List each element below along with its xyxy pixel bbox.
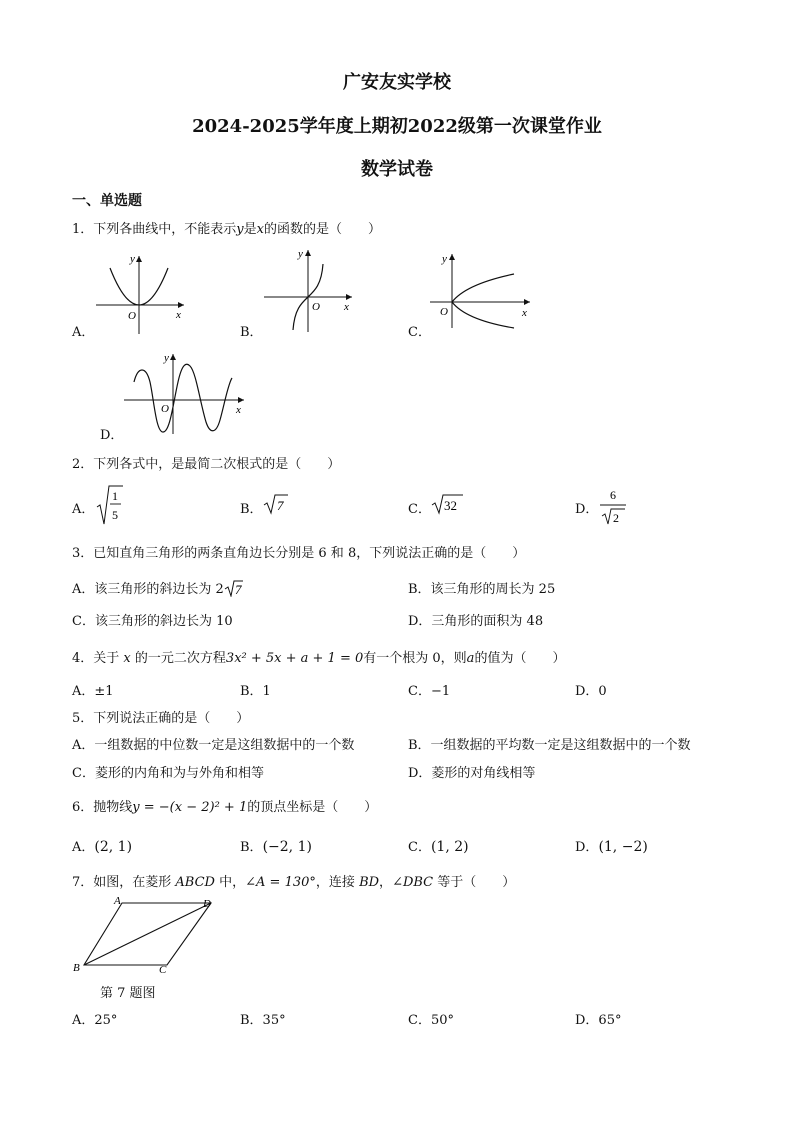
q1-graph-a [92,250,192,338]
q7-option-a[interactable]: A．25° [72,1013,118,1028]
x-axis-label: x [522,307,527,319]
y-axis-label: y [164,352,169,364]
q6-stem: 6．抛物线y = −(x − 2)² + 1的顶点坐标是（ ） [72,800,378,815]
y-axis-label: y [298,248,303,260]
q7-option-b[interactable]: B．35° [240,1013,286,1028]
vertex-a-label: A [114,895,121,907]
q2-option-a[interactable]: A． [72,502,95,517]
origin-label: O [312,301,320,313]
q3-a-radical [224,579,244,597]
vertex-d-label: D [203,898,211,910]
svg-text:7: 7 [234,582,242,597]
q7-option-c[interactable]: C．50° [408,1013,454,1028]
section-heading: 一、单选题 [72,193,142,209]
q2-a-denominator: 5 [112,508,118,522]
y-axis-label: y [130,253,135,265]
vertex-b-label: B [73,962,80,974]
x-axis-label: x [236,404,241,416]
q2-option-b[interactable]: B． [240,502,263,517]
q1-option-a[interactable]: A． [72,325,95,340]
q4-stem: 4．关于 x 的一元二次方程3x² + 5x + a + 1 = 0有一个根为 0，则a的值为（ ） [72,651,566,666]
q5-option-b[interactable]: B．一组数据的平均数一定是这组数据中的一个数 [408,738,691,753]
q4-equation: 3x² + 5x + a + 1 = 0 [225,651,364,666]
q7-option-d[interactable]: D．65° [575,1013,622,1028]
q3-option-d[interactable]: D．三角形的面积为 48 [408,614,544,629]
q2-stem: 2．下列各式中，是最简二次根式的是（ ） [72,457,341,472]
q1-option-d[interactable]: D． [100,428,124,443]
q2-d-denominator: 2 [613,511,619,525]
q7-rhombus-figure [70,893,220,975]
q3-option-c[interactable]: C．该三角形的斜边长为 10 [72,614,233,629]
q7-caption: 第 7 题图 [100,986,156,1001]
q6-equation: y = −(x − 2)² + 1 [132,800,248,815]
q4-option-d[interactable]: D．0 [575,684,607,699]
exam-title: 2024-2025学年度上期初2022级第一次课堂作业 [192,116,602,137]
q5-option-d[interactable]: D．菱形的对角线相等 [408,766,536,781]
q2-option-d[interactable]: D． [575,502,599,517]
q2-option-c[interactable]: C． [408,502,431,517]
q1-stem: 1．下列各曲线中，不能表示y是x的函数的是（ ） [72,222,382,237]
q1-graph-c [428,248,538,334]
x-axis-label: x [344,301,349,313]
y-axis-label: y [442,253,447,265]
x-axis-label: x [176,309,181,321]
q5-option-c[interactable]: C．菱形的内角和为与外角和相等 [72,766,264,781]
q1-option-c[interactable]: C． [408,325,431,340]
q6-option-a[interactable]: A．(2, 1) [72,839,133,855]
subject-title: 数学试卷 [361,159,433,180]
q2-b-radical [262,492,290,516]
q2-a-numerator: 1 [112,489,118,503]
q2-b-radicand: 7 [277,498,284,513]
origin-label: O [128,310,136,322]
origin-label: O [161,403,169,415]
vertex-c-label: C [159,964,167,975]
q7-stem: 7．如图，在菱形 ABCD 中，∠A = 130°，连接 BD，∠DBC 等于（ ） [72,875,516,890]
q3-stem: 3．已知直角三角形的两条直角边长分别是 6 和 8，下列说法正确的是（ ） [72,546,526,561]
q2-d-numerator: 6 [610,488,616,502]
q3-option-a[interactable]: A．该三角形的斜边长为 2 7 [72,578,244,597]
q2-c-radicand: 32 [444,498,457,513]
origin-label: O [440,306,448,318]
school-title: 广安友实学校 [343,72,451,93]
q4-option-b[interactable]: B．1 [240,684,271,699]
q1-graph-d [120,348,248,436]
q3-option-b[interactable]: B．该三角形的周长为 25 [408,582,556,597]
q5-stem: 5．下列说法正确的是（ ） [72,711,250,726]
q5-option-a[interactable]: A．一组数据的中位数一定是这组数据中的一个数 [72,738,355,753]
q6-option-d[interactable]: D．(1, −2) [575,839,648,855]
q1-graph-b [260,244,360,336]
q6-option-b[interactable]: B．(−2, 1) [240,839,312,855]
q6-option-c[interactable]: C．(1, 2) [408,839,469,855]
q2-d-fraction [598,484,628,528]
q4-option-a[interactable]: A．±1 [72,684,114,699]
q1-option-b[interactable]: B． [240,325,263,340]
q2-a-radical [94,483,124,527]
q4-option-c[interactable]: C．−1 [408,684,451,699]
q2-c-radical [430,492,466,516]
